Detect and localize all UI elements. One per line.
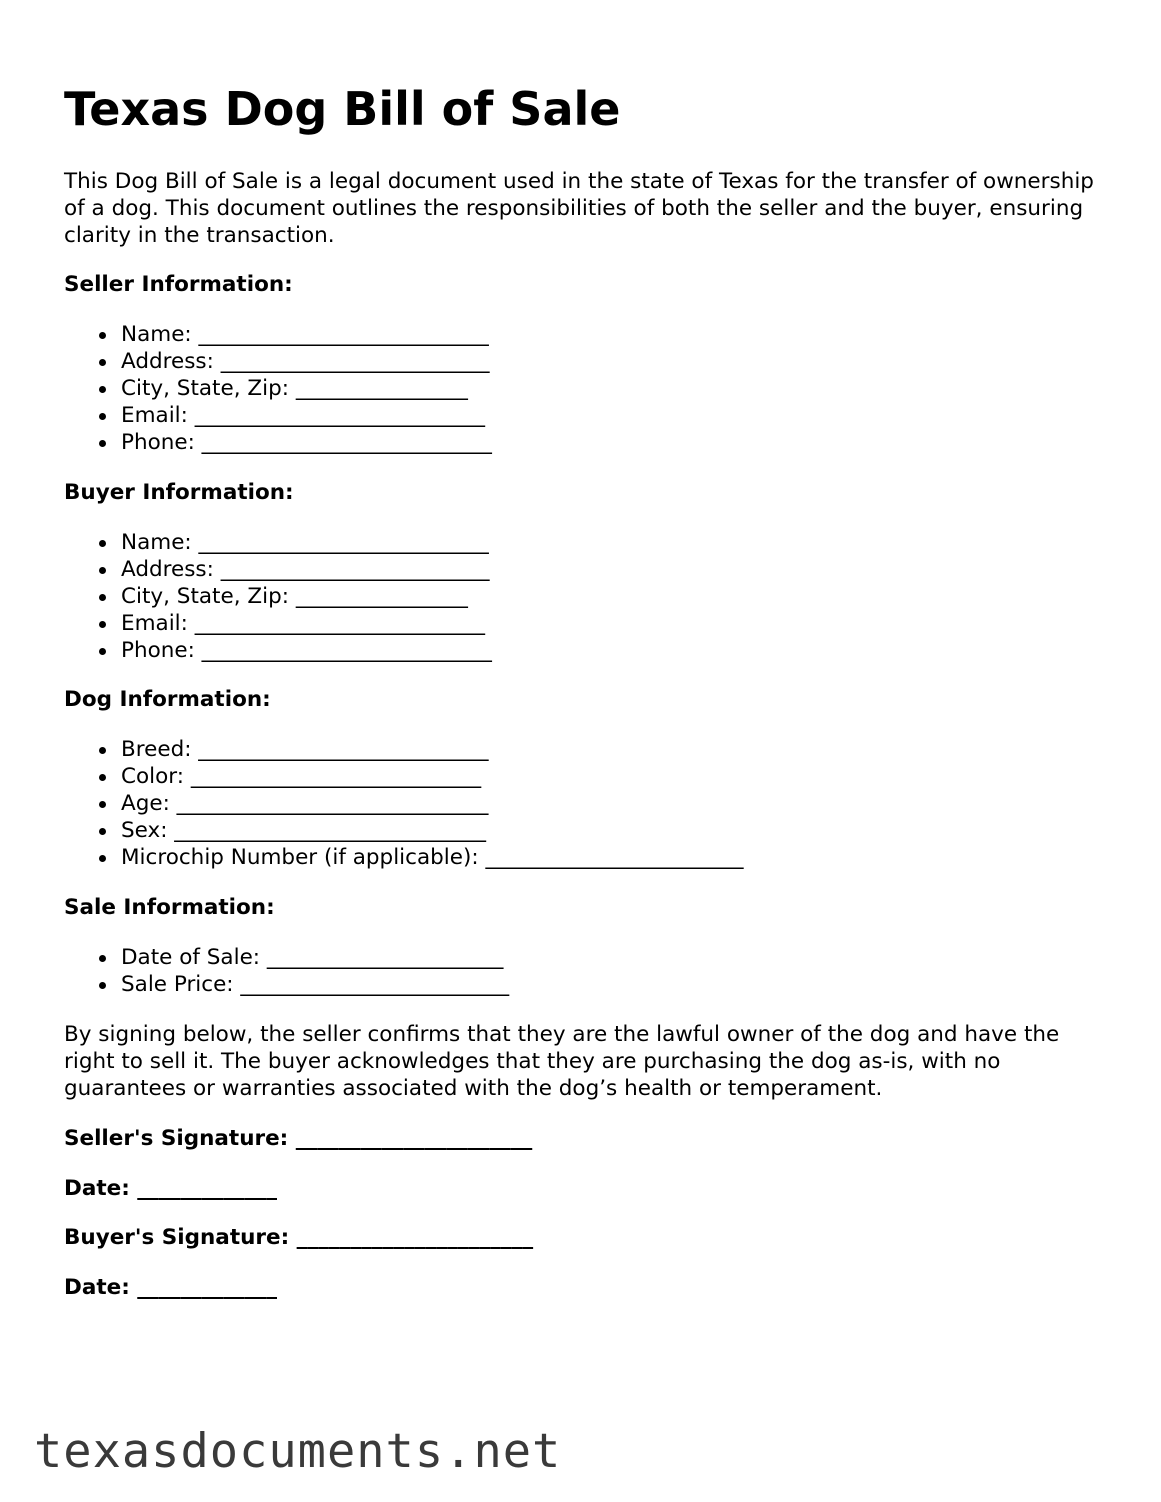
sale-price-field: Sale Price: _________________________	[64, 971, 509, 998]
buyer-date-line: Date: _____________	[64, 1275, 278, 1300]
seller-name-field: Name: ___________________________	[64, 321, 492, 348]
sale-fields-list	[64, 944, 509, 998]
seller-phone-field: Phone: ___________________________	[64, 429, 492, 456]
dog-sex-field: Sex: _____________________________	[64, 817, 743, 844]
seller-date-line: Date: _____________	[64, 1176, 278, 1201]
dog-section-heading: Dog Information:	[64, 687, 271, 712]
seller-email-field: Email: ___________________________	[64, 402, 492, 429]
buyer-phone-field: Phone: ___________________________	[64, 637, 492, 664]
buyer-city-state-zip-field: City, State, Zip: ________________	[64, 583, 492, 610]
document-title: Texas Dog Bill of Sale	[64, 82, 621, 136]
buyer-fields-list	[64, 529, 492, 664]
sale-date-field: Date of Sale: ______________________	[64, 944, 509, 971]
dog-breed-field: Breed: ___________________________	[64, 736, 743, 763]
seller-section-heading: Seller Information:	[64, 272, 293, 297]
seller-fields-list	[64, 321, 492, 456]
intro-paragraph: This Dog Bill of Sale is a legal document used in the state of Texas for the transfer of ownership of a dog. This document outlines the responsibilities of both the seller and the buyer, ensuring clarity in the transaction.	[64, 169, 1094, 248]
seller-city-state-zip-field: City, State, Zip: ________________	[64, 375, 492, 402]
sale-section-heading: Sale Information:	[64, 895, 275, 920]
buyer-email-field: Email: ___________________________	[64, 610, 492, 637]
site-watermark: texasdocuments.net	[34, 1424, 562, 1479]
dog-color-field: Color: ___________________________	[64, 763, 743, 790]
dog-age-field: Age: _____________________________	[64, 790, 743, 817]
buyer-name-field: Name: ___________________________	[64, 529, 492, 556]
seller-address-field: Address: _________________________	[64, 348, 492, 375]
buyer-signature-line: Buyer's Signature: ______________________	[64, 1225, 534, 1250]
buyer-section-heading: Buyer Information:	[64, 480, 294, 505]
buyer-address-field: Address: _________________________	[64, 556, 492, 583]
dog-fields-list	[64, 736, 743, 871]
seller-signature-line: Seller's Signature: ______________________	[64, 1126, 533, 1151]
dog-microchip-field: Microchip Number (if applicable): ________________________	[64, 844, 743, 871]
closing-paragraph: By signing below, the seller confirms that they are the lawful owner of the dog and have the right to sell it. The buyer acknowledges that they are purchasing the dog as-is, with no guarantees or warranties associated with the dog’s health or temperament.	[64, 1022, 1060, 1101]
